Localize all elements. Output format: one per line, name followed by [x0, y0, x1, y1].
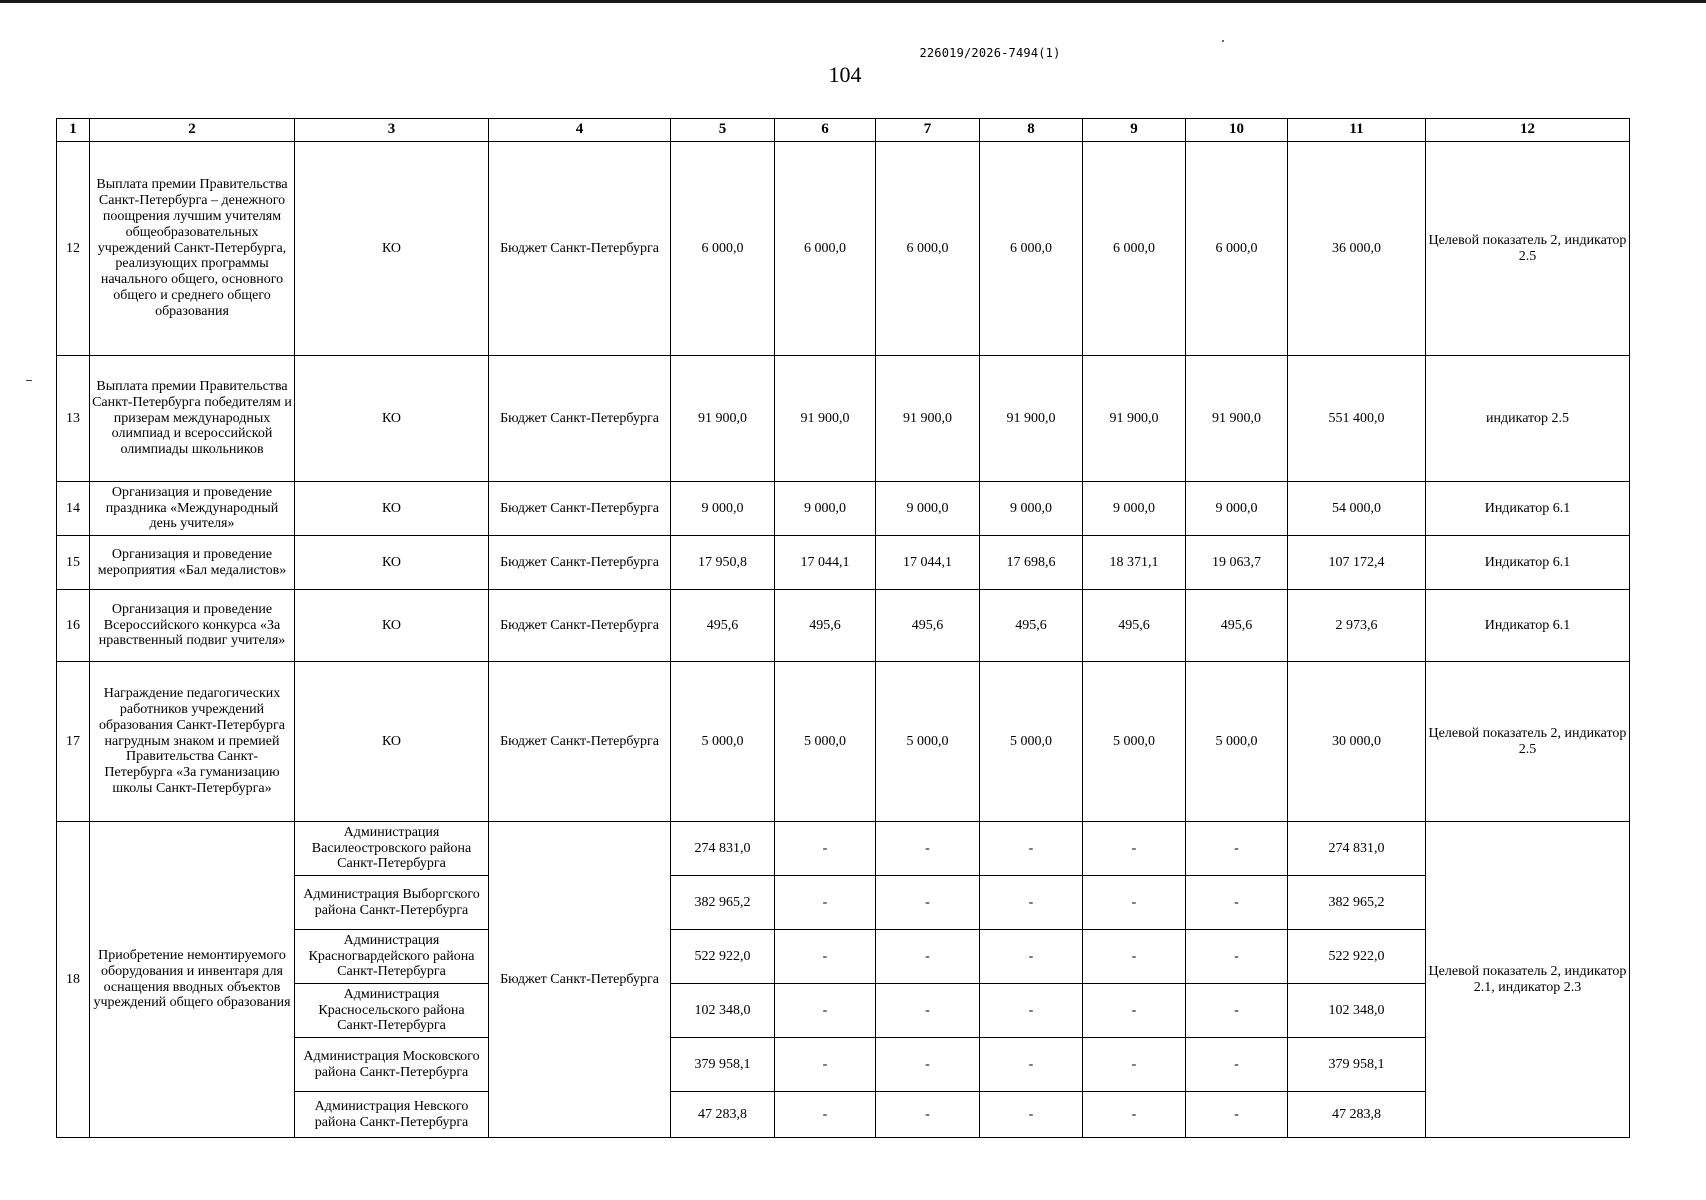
total-value: 382 965,2 — [1288, 876, 1426, 930]
column-number-row — [57, 119, 1630, 142]
column-number: 8 — [980, 119, 1083, 142]
year-value: 5 000,0 — [1186, 662, 1288, 822]
row-number: 15 — [57, 536, 90, 590]
year-value: - — [1083, 930, 1186, 984]
funding-source: Бюджет Санкт-Петербурга — [489, 142, 671, 356]
executor: Администрация Московского района Санкт-Петербурга — [295, 1038, 489, 1092]
column-number: 12 — [1426, 119, 1630, 142]
funding-source: Бюджет Санкт-Петербурга — [489, 356, 671, 482]
table-row — [57, 356, 1630, 482]
activity-name: Награждение педагогических работников учреждений образования Санкт-Петербурга нагрудным знаком и премией Правительства Санкт-Петербурга «За гуманизацию школы Санкт-Петербурга» — [90, 662, 295, 822]
page-number: 104 — [828, 62, 862, 87]
total-value: 54 000,0 — [1288, 482, 1426, 536]
year-value: 17 698,6 — [980, 536, 1083, 590]
executor: КО — [295, 536, 489, 590]
year-value: - — [775, 876, 876, 930]
executor: Администрация Красносельского района Санкт-Петербурга — [295, 984, 489, 1038]
column-number: 5 — [671, 119, 775, 142]
year-value: 91 900,0 — [1186, 356, 1288, 482]
year-value: 9 000,0 — [876, 482, 980, 536]
year-value: - — [775, 1038, 876, 1092]
year-value: 5 000,0 — [876, 662, 980, 822]
year-value: 91 900,0 — [980, 356, 1083, 482]
year-value: 17 044,1 — [775, 536, 876, 590]
year-value: 6 000,0 — [1186, 142, 1288, 356]
year-value: 9 000,0 — [671, 482, 775, 536]
year-value: 19 063,7 — [1186, 536, 1288, 590]
column-number: 10 — [1186, 119, 1288, 142]
executor: КО — [295, 356, 489, 482]
row-number: 14 — [57, 482, 90, 536]
column-number: 4 — [489, 119, 671, 142]
year-value: - — [876, 984, 980, 1038]
funding-source: Бюджет Санкт-Петербурга — [489, 536, 671, 590]
indicator: Целевой показатель 2, индикатор 2.5 — [1426, 662, 1630, 822]
executor: Администрация Красногвардейского района Санкт-Петербурга — [295, 930, 489, 984]
year-value: - — [876, 1038, 980, 1092]
year-value: 9 000,0 — [775, 482, 876, 536]
total-value: 522 922,0 — [1288, 930, 1426, 984]
year-value: 6 000,0 — [980, 142, 1083, 356]
funding-source: Бюджет Санкт-Петербурга — [489, 662, 671, 822]
column-number: 11 — [1288, 119, 1426, 142]
activity-name: Организация и проведение Всероссийского конкурса «За нравственный подвиг учителя» — [90, 590, 295, 662]
table-row — [57, 142, 1630, 356]
year-value: - — [876, 822, 980, 876]
year-value: 522 922,0 — [671, 930, 775, 984]
total-value: 30 000,0 — [1288, 662, 1426, 822]
scan-speck — [1222, 40, 1224, 42]
scan-top-border — [0, 0, 1706, 3]
year-value: 9 000,0 — [980, 482, 1083, 536]
year-value: 91 900,0 — [876, 356, 980, 482]
row-number: 17 — [57, 662, 90, 822]
year-value: 6 000,0 — [775, 142, 876, 356]
year-value: 9 000,0 — [1186, 482, 1288, 536]
year-value: - — [775, 822, 876, 876]
indicator: Индикатор 6.1 — [1426, 482, 1630, 536]
year-value: 495,6 — [671, 590, 775, 662]
column-number: 1 — [57, 119, 90, 142]
indicator: Индикатор 6.1 — [1426, 536, 1630, 590]
year-value: 495,6 — [1186, 590, 1288, 662]
table-row — [57, 822, 1630, 876]
indicator: Целевой показатель 2, индикатор 2.1, индикатор 2.3 — [1426, 822, 1630, 1138]
year-value: 5 000,0 — [980, 662, 1083, 822]
executor: КО — [295, 142, 489, 356]
row-number: 12 — [57, 142, 90, 356]
executor: КО — [295, 662, 489, 822]
year-value: 495,6 — [775, 590, 876, 662]
activity-name: Выплата премии Правительства Санкт-Петербурга победителям и призерам международных олимпиад и всероссийской олимпиады школьников — [90, 356, 295, 482]
year-value: 5 000,0 — [775, 662, 876, 822]
table-row — [57, 590, 1630, 662]
funding-source: Бюджет Санкт-Петербурга — [489, 822, 671, 1138]
indicator: Индикатор 6.1 — [1426, 590, 1630, 662]
executor: КО — [295, 482, 489, 536]
activity-name: Выплата премии Правительства Санкт-Петербурга – денежного поощрения лучшим учителям общеобразовательных учреждений Санкт-Петербурга, реализующих программы начального общего, основного общего и среднего общего образования — [90, 142, 295, 356]
year-value: - — [980, 1092, 1083, 1138]
column-number: 3 — [295, 119, 489, 142]
year-value: 18 371,1 — [1083, 536, 1186, 590]
total-value: 274 831,0 — [1288, 822, 1426, 876]
year-value: 6 000,0 — [671, 142, 775, 356]
activity-name: Приобретение немонтируемого оборудования и инвентаря для оснащения вводных объектов учреждений общего образования — [90, 822, 295, 1138]
year-value: - — [980, 1038, 1083, 1092]
year-value: - — [1083, 984, 1186, 1038]
total-value: 379 958,1 — [1288, 1038, 1426, 1092]
year-value: - — [775, 930, 876, 984]
total-value: 47 283,8 — [1288, 1092, 1426, 1138]
row-number: 18 — [57, 822, 90, 1138]
year-value: 6 000,0 — [876, 142, 980, 356]
financing-table — [56, 118, 1630, 1138]
year-value: - — [980, 930, 1083, 984]
executor: КО — [295, 590, 489, 662]
year-value: 382 965,2 — [671, 876, 775, 930]
activity-name: Организация и проведение праздника «Международный день учителя» — [90, 482, 295, 536]
year-value: 495,6 — [980, 590, 1083, 662]
funding-source: Бюджет Санкт-Петербурга — [489, 482, 671, 536]
executor: Администрация Невского района Санкт-Петербурга — [295, 1092, 489, 1138]
year-value: 17 044,1 — [876, 536, 980, 590]
year-value: 91 900,0 — [775, 356, 876, 482]
activity-name: Организация и проведение мероприятия «Бал медалистов» — [90, 536, 295, 590]
column-number: 7 — [876, 119, 980, 142]
year-value: 274 831,0 — [671, 822, 775, 876]
year-value: 495,6 — [876, 590, 980, 662]
total-value: 36 000,0 — [1288, 142, 1426, 356]
year-value: - — [1186, 984, 1288, 1038]
funding-source: Бюджет Санкт-Петербурга — [489, 590, 671, 662]
year-value: 47 283,8 — [671, 1092, 775, 1138]
year-value: - — [1186, 930, 1288, 984]
year-value: 6 000,0 — [1083, 142, 1186, 356]
year-value: 91 900,0 — [1083, 356, 1186, 482]
year-value: - — [1186, 1092, 1288, 1138]
year-value: 17 950,8 — [671, 536, 775, 590]
executor: Администрация Василеостровского района Санкт-Петербурга — [295, 822, 489, 876]
indicator: индикатор 2.5 — [1426, 356, 1630, 482]
year-value: - — [876, 1092, 980, 1138]
indicator: Целевой показатель 2, индикатор 2.5 — [1426, 142, 1630, 356]
table-row — [57, 482, 1630, 536]
year-value: - — [876, 930, 980, 984]
total-value: 107 172,4 — [1288, 536, 1426, 590]
total-value: 551 400,0 — [1288, 356, 1426, 482]
year-value: - — [1083, 822, 1186, 876]
year-value: - — [775, 1092, 876, 1138]
total-value: 2 973,6 — [1288, 590, 1426, 662]
year-value: 5 000,0 — [1083, 662, 1186, 822]
year-value: 91 900,0 — [671, 356, 775, 482]
year-value: - — [980, 876, 1083, 930]
year-value: 9 000,0 — [1083, 482, 1186, 536]
year-value: - — [775, 984, 876, 1038]
executor: Администрация Выборгского района Санкт-Петербурга — [295, 876, 489, 930]
year-value: - — [980, 822, 1083, 876]
year-value: - — [1083, 876, 1186, 930]
year-value: - — [876, 876, 980, 930]
year-value: 495,6 — [1083, 590, 1186, 662]
scan-speck — [26, 380, 32, 381]
year-value: 5 000,0 — [671, 662, 775, 822]
year-value: - — [980, 984, 1083, 1038]
document-number: 226019/2026-7494(1) — [919, 46, 1061, 60]
column-number: 9 — [1083, 119, 1186, 142]
table-row — [57, 536, 1630, 590]
year-value: - — [1186, 876, 1288, 930]
column-number: 2 — [90, 119, 295, 142]
row-number: 16 — [57, 590, 90, 662]
row-number: 13 — [57, 356, 90, 482]
total-value: 102 348,0 — [1288, 984, 1426, 1038]
year-value: - — [1186, 1038, 1288, 1092]
year-value: - — [1083, 1038, 1186, 1092]
year-value: - — [1186, 822, 1288, 876]
year-value: - — [1083, 1092, 1186, 1138]
column-number: 6 — [775, 119, 876, 142]
table-row — [57, 662, 1630, 822]
year-value: 102 348,0 — [671, 984, 775, 1038]
year-value: 379 958,1 — [671, 1038, 775, 1092]
